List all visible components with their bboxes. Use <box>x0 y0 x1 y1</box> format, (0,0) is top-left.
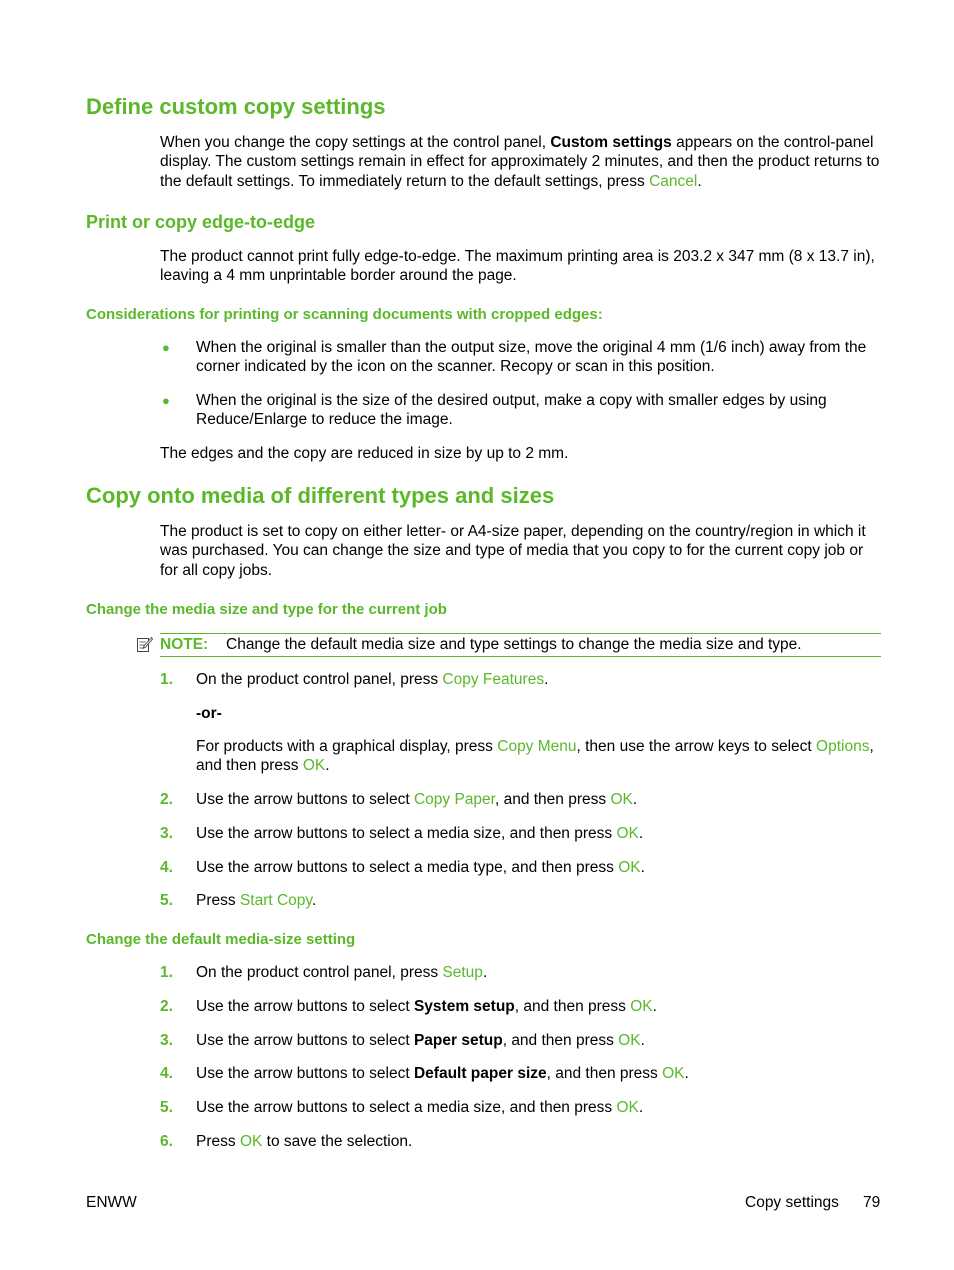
text-span: . <box>544 671 549 688</box>
edges-reduced-paragraph: The edges and the copy are reduced in size by up to 2 mm. <box>160 445 569 462</box>
text-span: . <box>652 998 657 1015</box>
heading-define-custom-copy-settings: Define custom copy settings <box>86 94 386 119</box>
step-text <box>196 858 882 877</box>
step-number: 4. <box>160 859 173 876</box>
bold-term: Custom settings <box>550 134 672 151</box>
text-span: to save the selection. <box>262 1133 413 1150</box>
text-span: Press <box>196 1133 240 1150</box>
step-text <box>196 963 882 982</box>
menu-item-name: System setup <box>413 998 515 1015</box>
text-span: For products with a graphical display, press <box>196 738 498 755</box>
note-text: Change the default media size and type settings to change the media size and type. <box>226 636 802 653</box>
text-span: . <box>325 757 330 775</box>
text-span: When you change the copy settings at the control panel, <box>160 134 551 151</box>
key-label: OK <box>662 1065 685 1082</box>
step-number: 1. <box>160 671 173 688</box>
text-span: . <box>312 892 317 909</box>
step-number: 6. <box>160 1133 173 1150</box>
text-span: . <box>640 1032 645 1049</box>
heading-considerations-cropped-edges: Considerations for printing or scanning documents with cropped edges: <box>86 306 603 323</box>
key-label: OK <box>616 1099 639 1116</box>
text-span: Use the arrow buttons to select a media size, and then press <box>196 825 617 842</box>
text-span: , and then press <box>514 998 631 1015</box>
text-span: . <box>632 791 638 808</box>
text-span: , and then press <box>546 1065 663 1082</box>
key-label: OK <box>630 998 653 1015</box>
text-span: , then use the arrow keys to select <box>576 738 817 755</box>
note-label: NOTE: <box>160 636 209 653</box>
text-span: On the product control panel, press <box>196 671 443 688</box>
key-label: Copy Features <box>442 671 545 688</box>
edge-to-edge-paragraph: The product cannot print fully edge-to-edge. The maximum printing area is 203.2 x 347 mm (8 x 13.7 in), leaving a 4 mm unprintable border around the page. <box>160 248 875 285</box>
text-span: . <box>684 1065 689 1082</box>
heading-copy-onto-media: Copy onto media of different types and sizes <box>86 483 555 508</box>
step-number: 1. <box>160 964 173 981</box>
step-text <box>196 1031 882 1050</box>
bullet-text: When the original is the size of the desired output, make a copy with smaller edges by using Reduce/Enlarge to reduce the image. <box>196 392 827 429</box>
key-label: OK <box>618 1032 641 1049</box>
text-span: . <box>482 964 488 981</box>
step-text <box>196 790 882 809</box>
text-span: Use the arrow buttons to select a media type, and then press <box>196 859 619 876</box>
text-span: Use the arrow buttons to select <box>196 998 414 1015</box>
text-span: , and then press <box>502 1032 619 1049</box>
text-span: . <box>640 859 645 876</box>
text-span: Use the arrow buttons to select a media size, and then press <box>196 1099 617 1116</box>
step-text <box>196 1132 882 1151</box>
step-number: 5. <box>160 892 173 909</box>
step-text <box>196 824 882 843</box>
cancel-key-label: Cancel <box>649 172 698 190</box>
text-span: appears on the control-panel display. The custom settings remain in effect for approximately 2 minutes, and then the product returns to the default settings. To immediately return to the default settings, press <box>160 134 880 190</box>
key-label: Copy Paper <box>413 791 495 808</box>
step-number: 2. <box>160 791 173 808</box>
bullet-icon: ● <box>162 340 170 355</box>
text-span: Use the arrow buttons to select <box>196 791 414 808</box>
key-label: OK <box>616 825 639 842</box>
text-span: Use the arrow buttons to select <box>196 1065 414 1082</box>
key-label: OK <box>239 1133 263 1150</box>
heading-default-media-size: Change the default media-size setting <box>86 931 356 948</box>
key-label: OK <box>618 859 641 876</box>
step-text <box>196 1064 882 1083</box>
footer-page-number: 79 <box>863 1194 881 1211</box>
text-span: , and then press <box>494 791 611 808</box>
key-label: Copy Menu <box>497 738 577 755</box>
menu-item-name: Paper setup <box>413 1032 503 1049</box>
key-label: Setup <box>442 964 483 981</box>
text-span: Use the arrow buttons to select <box>196 1032 414 1049</box>
heading-print-or-copy-edge-to-edge: Print or copy edge-to-edge <box>86 212 316 232</box>
footer-section-name: Copy settings <box>745 1194 839 1211</box>
step-number: 5. <box>160 1099 173 1116</box>
text-span: . <box>697 172 702 190</box>
note-box <box>160 633 881 657</box>
step-number: 4. <box>160 1065 173 1082</box>
text-span: . <box>638 1099 644 1116</box>
step-alt-text <box>196 737 882 776</box>
key-label: Start Copy <box>239 892 313 909</box>
step-text <box>196 1098 882 1117</box>
step-number: 3. <box>160 1032 173 1049</box>
key-label: OK <box>302 757 326 775</box>
text-span: , and then press <box>196 738 874 775</box>
step-text <box>196 997 882 1016</box>
text-span: Press <box>196 892 240 909</box>
key-label: Options <box>816 738 870 755</box>
bullet-text: When the original is smaller than the output size, move the original 4 mm (1/6 inch) away from the corner indicated by the icon on the scanner. Recopy or scan in this position. <box>196 339 867 376</box>
text-span: On the product control panel, press <box>196 964 443 981</box>
text-span: . <box>638 825 644 842</box>
step-text <box>196 670 882 689</box>
heading-current-job: Change the media size and type for the current job <box>86 601 447 618</box>
menu-item-name: Default paper size <box>413 1065 547 1082</box>
or-text: -or- <box>196 705 222 722</box>
note-pencil-icon <box>136 636 153 653</box>
key-label: OK <box>610 791 633 808</box>
custom-settings-paragraph <box>160 133 882 191</box>
footer-left: ENWW <box>86 1194 137 1211</box>
step-text <box>196 891 882 910</box>
step-number: 3. <box>160 825 173 842</box>
bullet-icon: ● <box>162 393 170 408</box>
step-number: 2. <box>160 998 173 1015</box>
media-intro-paragraph: The product is set to copy on either letter- or A4-size paper, depending on the country/region in which it was purchased. You can change the size and type of media that you copy to for the current copy job or for all copy jobs. <box>160 523 866 579</box>
